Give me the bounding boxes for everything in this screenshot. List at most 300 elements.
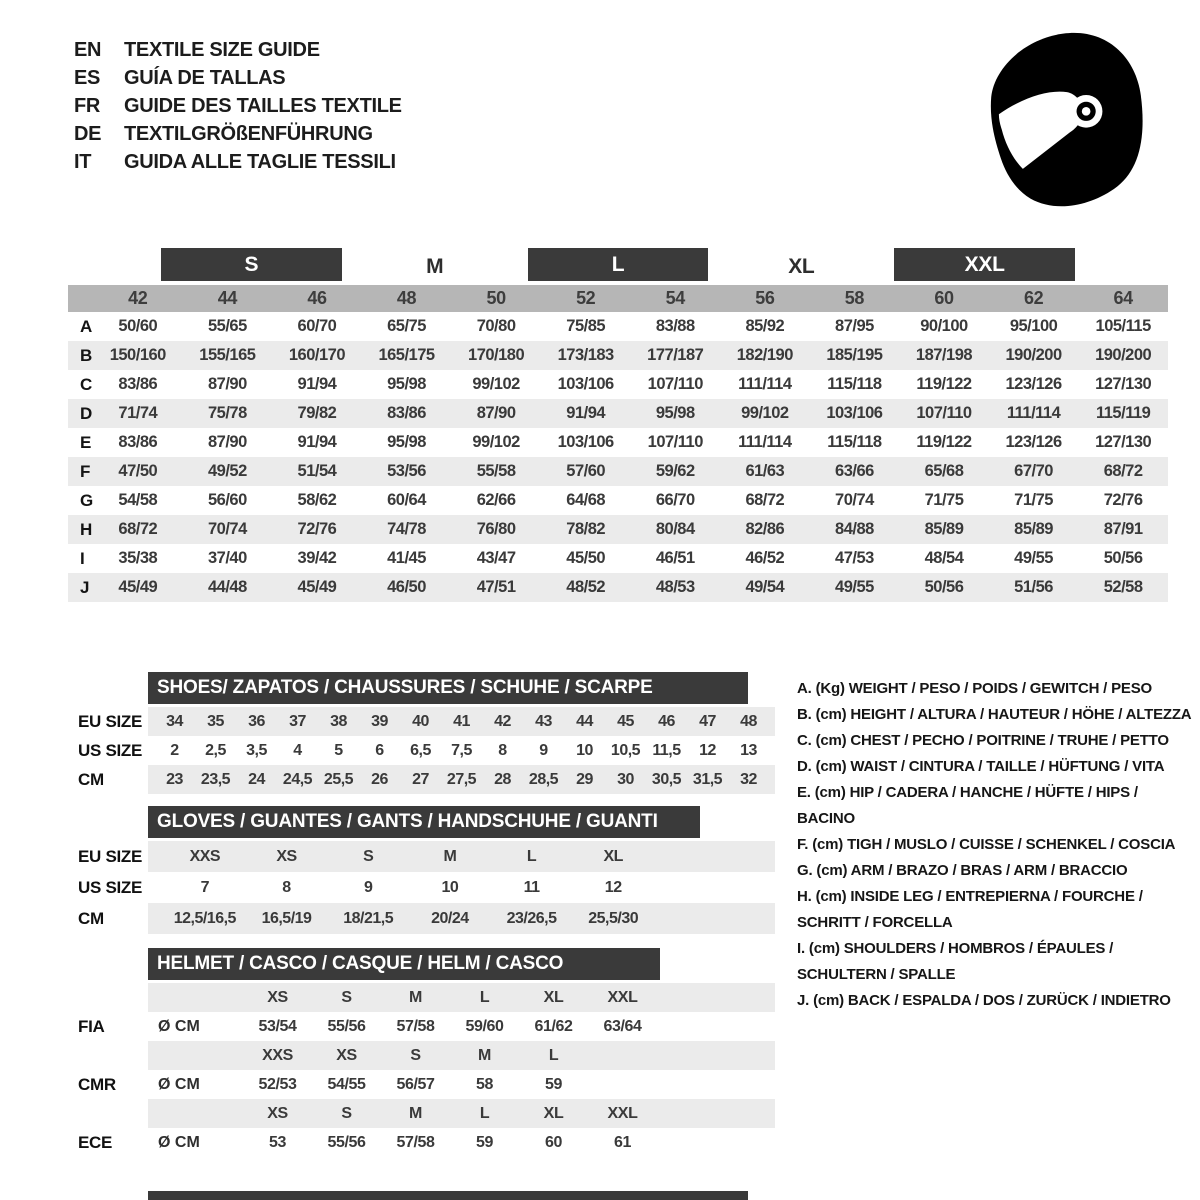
helmet-size: XL (543, 988, 564, 1006)
language-title: TEXTILGRÖßENFÜHRUNG (124, 122, 373, 145)
gloves-band (148, 872, 775, 903)
shoes-value: 27 (412, 770, 429, 788)
measurement-row-d (68, 399, 1168, 428)
shoes-value: 35 (207, 712, 224, 730)
measurement-row-f (68, 457, 1168, 486)
measurement-value: 75/78 (207, 404, 247, 422)
measurement-value: 48/53 (655, 578, 695, 596)
legend-item: I. (cm) SHOULDERS / HOMBROS / ÉPAULES / SCHULTERN / SPALLE (797, 940, 1114, 983)
measurement-value: 78/82 (566, 520, 606, 538)
measurement-value: 182/190 (736, 346, 793, 364)
gloves-value: 8 (282, 878, 291, 896)
legend-item: A. (Kg) WEIGHT / PESO / POIDS / GEWITCH / PESO (797, 680, 1152, 697)
shoes-row-label: EU SIZE (78, 711, 143, 731)
measurement-value: 91/94 (297, 433, 337, 451)
measurement-value: 64/68 (566, 491, 606, 509)
helmet-band (148, 1041, 775, 1070)
numeric-size: 52 (576, 288, 596, 308)
measurement-value: 39/42 (297, 549, 337, 567)
measure-label: Ø CM (158, 1075, 200, 1093)
shoes-value: 6,5 (410, 741, 431, 759)
measurement-value: 80/84 (655, 520, 695, 538)
row-letter: E (80, 432, 92, 452)
group-spacer (1078, 248, 1168, 285)
measurement-value: 57/60 (566, 462, 606, 480)
measurement-value: 119/122 (916, 375, 972, 393)
gloves-value: L (526, 847, 537, 865)
measurement-value: 47/51 (476, 578, 516, 596)
shoes-value: 6 (375, 741, 384, 759)
gloves-value: XXS (189, 847, 221, 865)
measure-label: Ø CM (158, 1017, 200, 1035)
measurement-row-e (68, 428, 1168, 457)
shoes-title: SHOES/ ZAPATOS / CHAUSSURES / SCHUHE / SCARPE (157, 677, 653, 698)
gloves-value: 7 (200, 878, 210, 896)
helmet-size-row-fia (68, 983, 775, 1012)
measurement-value: 46/50 (387, 578, 426, 596)
gloves-value: M (443, 847, 457, 865)
measurement-value: 72/76 (297, 520, 337, 538)
shoes-value: 4 (293, 741, 302, 759)
measurement-value: 54/58 (118, 491, 158, 509)
measurement-value: 82/86 (745, 520, 785, 538)
helmet-size: S (341, 1104, 352, 1122)
helmet-size: XS (336, 1046, 357, 1064)
shoes-value: 31,5 (692, 770, 723, 788)
helmet-value: 52/53 (258, 1075, 297, 1093)
measurement-value: 68/72 (745, 491, 785, 509)
shoes-value: 13 (740, 741, 757, 759)
measurement-value: 52/58 (1103, 578, 1143, 596)
shoes-value: 3,5 (246, 741, 267, 759)
gloves-row (68, 841, 775, 872)
size-group-m: M (426, 254, 444, 278)
measurement-value: 50/56 (924, 578, 964, 596)
measurement-value: 103/106 (557, 433, 614, 451)
measurement-value: 60/70 (297, 317, 337, 335)
measurement-value: 70/74 (835, 491, 874, 509)
size-group-l: L (528, 248, 708, 281)
shoes-value: 2,5 (205, 741, 226, 759)
shoes-value: 36 (248, 712, 265, 730)
measurement-value: 99/102 (472, 375, 520, 393)
shoes-value: 23,5 (200, 770, 231, 788)
row-letter: A (80, 316, 93, 336)
numeric-size: 60 (934, 288, 954, 308)
measurement-value: 115/119 (1095, 404, 1151, 422)
helmet-value: 53 (269, 1133, 286, 1151)
measurement-value: 111/114 (1006, 404, 1061, 422)
measurement-rows (68, 312, 1168, 602)
shoes-value: 48 (740, 712, 757, 730)
gloves-table (68, 806, 775, 934)
helmet-size: XS (267, 988, 288, 1006)
measurement-value: 95/98 (387, 433, 426, 451)
measurement-value: 72/76 (1103, 491, 1143, 509)
measurement-value: 107/110 (647, 433, 703, 451)
shoes-value: 43 (535, 712, 552, 730)
shoes-value: 27,5 (446, 770, 477, 788)
measurement-value: 56/60 (207, 491, 247, 509)
shoes-row-label: CM (78, 769, 104, 789)
measurement-value: 49/52 (207, 462, 247, 480)
numeric-size-band (68, 285, 1168, 312)
measurement-value: 53/56 (387, 462, 426, 480)
measurement-value: 123/126 (1005, 375, 1062, 393)
racing-helmet-graphic (970, 26, 1162, 212)
shoes-value: 5 (334, 741, 343, 759)
measurement-value: 68/72 (1103, 462, 1143, 480)
numeric-size: 64 (1113, 288, 1133, 308)
group-spacer (68, 248, 158, 285)
measurement-value: 83/86 (118, 433, 158, 451)
measurement-value: 58/62 (297, 491, 337, 509)
shoes-table (68, 672, 775, 794)
shoes-value: 8 (498, 741, 507, 759)
measurement-row-a (68, 312, 1168, 341)
size-group-s: S (161, 248, 341, 281)
measurement-value: 87/95 (835, 317, 874, 335)
language-title: GUÍA DE TALLAS (124, 66, 286, 89)
gloves-value: 11 (523, 878, 540, 896)
gloves-value: XS (276, 847, 297, 865)
size-group-xxl: XXL (894, 248, 1074, 281)
helmet-title: HELMET / CASCO / CASQUE / HELM / CASCO (157, 953, 564, 974)
measurement-value: 87/90 (207, 433, 247, 451)
measurement-value: 185/195 (826, 346, 883, 364)
gloves-value: 23/26,5 (506, 909, 557, 927)
helmet-size: XL (543, 1104, 564, 1122)
helmet-standard-label: CMR (78, 1074, 116, 1094)
measurement-row-h (68, 515, 1168, 544)
helmet-value: 55/56 (327, 1017, 366, 1035)
gloves-value: 25,5/30 (588, 909, 639, 927)
measurement-value: 115/118 (827, 433, 882, 451)
gloves-value: 9 (363, 878, 373, 896)
measurement-value: 67/70 (1014, 462, 1053, 480)
helmet-value-row-ece (68, 1128, 775, 1157)
helmet-size: XXS (262, 1046, 293, 1064)
shoes-value: 11,5 (652, 741, 681, 759)
measurement-value: 75/85 (566, 317, 606, 335)
shoes-value: 30 (617, 770, 634, 788)
measurement-value: 91/94 (297, 375, 337, 393)
helmet-columns (148, 1047, 775, 1065)
shoes-value: 34 (166, 712, 183, 730)
shoes-value: 38 (330, 712, 347, 730)
shoes-value: 45 (617, 712, 634, 730)
legend-item: J. (cm) BACK / ESPALDA / DOS / ZURÜCK / INDIETRO (797, 992, 1171, 1009)
helmet-columns (148, 1105, 775, 1123)
shoes-value: 12 (699, 741, 716, 759)
gloves-band (148, 903, 775, 934)
shoes-value: 10,5 (610, 741, 641, 759)
measurement-value: 83/86 (118, 375, 158, 393)
shoes-value: 40 (412, 712, 429, 730)
measurement-value: 76/80 (476, 520, 516, 538)
size-group-xl: XL (788, 254, 815, 278)
gloves-value: 18/21,5 (343, 909, 394, 927)
shoes-value: 26 (371, 770, 388, 788)
helmet-size: L (479, 1104, 490, 1122)
gloves-row (68, 872, 775, 903)
measurement-value: 45/50 (566, 549, 606, 567)
helmet-value: 61 (614, 1133, 631, 1151)
helmet-row-label (68, 1041, 148, 1070)
measurement-value: 99/102 (472, 433, 520, 451)
helmet-size: M (409, 1104, 422, 1122)
racing-helmet-icon (970, 26, 1162, 217)
measurement-value: 55/65 (207, 317, 247, 335)
shoes-value: 23 (166, 770, 183, 788)
language-row (74, 64, 402, 92)
helmet-size: S (341, 988, 352, 1006)
shoes-value: 2 (170, 741, 179, 759)
measurement-value: 87/90 (476, 404, 516, 422)
measurement-value: 127/130 (1095, 375, 1152, 393)
shoes-row-label: US SIZE (78, 740, 143, 760)
helmet-value: 57/58 (396, 1133, 435, 1151)
language-code: DE (74, 122, 102, 145)
measurement-row-j (68, 573, 1168, 602)
helmet-table (68, 948, 775, 1157)
shoes-value: 7,5 (451, 741, 472, 759)
helmet-value: 61/62 (534, 1017, 573, 1035)
measurement-value: 45/49 (118, 578, 158, 596)
helmet-value: 57/58 (396, 1017, 435, 1035)
measurement-value: 74/78 (387, 520, 426, 538)
measurement-value: 68/72 (118, 520, 158, 538)
measurement-value: 87/90 (207, 375, 247, 393)
helmet-columns (148, 1134, 775, 1152)
shoes-value: 24 (248, 770, 265, 788)
row-letter: I (80, 548, 85, 568)
legend-item: G. (cm) ARM / BRAZO / BRAS / ARM / BRACCIO (797, 862, 1128, 879)
helmet-value: 56/57 (396, 1075, 435, 1093)
helmet-value: 54/55 (327, 1075, 366, 1093)
shoes-value: 37 (289, 712, 306, 730)
measurement-value: 165/175 (378, 346, 435, 364)
measurement-value: 107/110 (647, 375, 703, 393)
shoes-value: 29 (576, 770, 593, 788)
helmet-band (148, 983, 775, 1012)
measurement-value: 55/58 (476, 462, 516, 480)
shoes-value: 9 (539, 741, 548, 759)
shoes-value: 46 (658, 712, 675, 730)
legend-item: H. (cm) INSIDE LEG / ENTREPIERNA / FOURCHE / SCHRITT / FORCELLA (797, 888, 1143, 931)
numeric-size: 56 (755, 288, 775, 308)
legend-item: B. (cm) HEIGHT / ALTURA / HAUTEUR / HÖHE / ALTEZZA (797, 706, 1192, 723)
measurement-value: 150/160 (109, 346, 166, 364)
shoes-value: 41 (453, 712, 470, 730)
measurement-value: 103/106 (826, 404, 883, 422)
helmet-size: S (410, 1046, 421, 1064)
measurement-value: 41/45 (387, 549, 426, 567)
gloves-value: S (363, 847, 374, 865)
shoes-value: 47 (699, 712, 716, 730)
shoes-columns (148, 742, 775, 760)
helmet-value-row-cmr (68, 1070, 775, 1099)
legend-item: D. (cm) WAIST / CINTURA / TAILLE / HÜFTUNG / VITA (797, 758, 1165, 775)
shoes-value: 28 (494, 770, 511, 788)
row-letter: H (80, 519, 93, 539)
helmet-band (148, 1099, 775, 1128)
numeric-size: 62 (1023, 288, 1044, 308)
helmet-columns (148, 1076, 775, 1094)
row-letter: J (80, 577, 90, 597)
measurement-row-g (68, 486, 1168, 515)
measurement-value: 107/110 (916, 404, 972, 422)
gloves-value: 10 (441, 878, 459, 896)
helmet-standard-label: FIA (78, 1016, 105, 1036)
language-code: EN (74, 38, 102, 61)
measurement-value: 95/100 (1009, 317, 1058, 335)
shoes-row (68, 707, 775, 736)
helmet-size-row-ece (68, 1099, 775, 1128)
measurement-value: 65/68 (924, 462, 964, 480)
helmet-size: M (409, 988, 422, 1006)
measurement-value: 65/75 (387, 317, 426, 335)
measurement-value: 51/56 (1014, 578, 1053, 596)
measurement-legend (797, 676, 1199, 1014)
helmet-value: 59 (476, 1133, 493, 1151)
helmet-value: 59/60 (465, 1017, 504, 1035)
measurement-value: 43/47 (476, 549, 516, 567)
legend-item: E. (cm) HIP / CADERA / HANCHE / HÜFTE / HIPS / BACINO (797, 784, 1138, 827)
helmet-row-label (68, 983, 148, 1012)
language-title: GUIDA ALLE TAGLIE TESSILI (124, 150, 396, 173)
helmet-size: XXL (607, 988, 638, 1006)
measurement-value: 155/165 (199, 346, 256, 364)
measurement-value: 187/198 (915, 346, 973, 364)
helmet-value: 53/54 (258, 1017, 297, 1035)
measurement-value: 95/98 (655, 404, 695, 422)
gloves-rows (68, 841, 775, 934)
main-size-table (68, 248, 1168, 602)
row-letter: G (80, 490, 94, 510)
measurement-value: 71/75 (1014, 491, 1053, 509)
helmet-size: L (479, 988, 490, 1006)
helmet-size: M (478, 1046, 491, 1064)
measurement-value: 47/53 (835, 549, 874, 567)
helmet-band (148, 1012, 775, 1041)
helmet-row-label (68, 1099, 148, 1128)
row-letter: D (80, 403, 93, 423)
measurement-value: 35/38 (118, 549, 158, 567)
shoes-columns (148, 771, 775, 789)
measurement-value: 173/183 (557, 346, 614, 364)
gloves-row-label: EU SIZE (78, 846, 143, 866)
gloves-value: XL (603, 847, 623, 865)
measurement-value: 61/63 (745, 462, 785, 480)
gloves-value: 12,5/16,5 (173, 909, 236, 927)
measure-label: Ø CM (158, 1133, 200, 1151)
measurement-value: 50/60 (118, 317, 158, 335)
legend-item: F. (cm) TIGH / MUSLO / CUISSE / SCHENKEL / COSCIA (797, 836, 1176, 853)
row-letter: B (80, 345, 93, 365)
shoes-value: 10 (576, 741, 593, 759)
measurement-value: 160/170 (288, 346, 346, 364)
measurement-value: 71/74 (118, 404, 158, 422)
measurement-value: 48/54 (924, 549, 964, 567)
measurement-value: 84/88 (835, 520, 874, 538)
shoes-section-header (148, 672, 748, 704)
measurement-value: 177/187 (647, 346, 704, 364)
helmet-value: 59 (545, 1075, 562, 1093)
shoes-value: 39 (371, 712, 388, 730)
gloves-row-label: CM (78, 908, 104, 928)
helmet-section-header (148, 948, 660, 980)
cropped-section-bar (148, 1191, 748, 1200)
language-row (74, 36, 402, 64)
helmet-value: 55/56 (327, 1133, 366, 1151)
shoes-value: 25,5 (323, 770, 354, 788)
measurement-value: 90/100 (920, 317, 968, 335)
measurement-value: 103/106 (557, 375, 614, 393)
measurement-value: 37/40 (207, 549, 247, 567)
measurement-value: 83/86 (387, 404, 426, 422)
measurement-value: 60/64 (387, 491, 426, 509)
measurement-value: 190/200 (1005, 346, 1062, 364)
shoes-band (148, 736, 775, 765)
gloves-columns (148, 910, 654, 928)
numeric-size: 58 (844, 288, 865, 308)
numeric-size: 54 (665, 288, 685, 308)
numeric-size: 46 (307, 288, 327, 308)
shoes-row (68, 736, 775, 765)
helmet-size-row-cmr (68, 1041, 775, 1070)
gloves-columns (148, 848, 654, 866)
measurement-value: 115/118 (827, 375, 882, 393)
gloves-columns (148, 879, 654, 897)
language-row (74, 148, 402, 176)
measurement-value: 51/54 (297, 462, 337, 480)
measurement-value: 91/94 (566, 404, 606, 422)
measurement-value: 62/66 (476, 491, 516, 509)
row-letter: F (80, 461, 91, 481)
measurement-value: 111/114 (738, 375, 792, 393)
measurement-value: 83/88 (655, 317, 695, 335)
measurement-value: 99/102 (741, 404, 789, 422)
measurement-value: 70/74 (207, 520, 247, 538)
measurement-value: 48/52 (566, 578, 606, 596)
language-code: ES (74, 66, 101, 89)
gloves-value: 20/24 (431, 909, 469, 927)
helmet-columns (148, 1018, 775, 1036)
helmet-value: 63/64 (603, 1017, 642, 1035)
measurement-value: 123/126 (1005, 433, 1062, 451)
measurement-value: 119/122 (916, 433, 972, 451)
gloves-row-label: US SIZE (78, 877, 143, 897)
shoes-columns (148, 713, 775, 731)
helmet-rows (68, 983, 775, 1157)
numeric-size: 50 (486, 288, 506, 308)
measurement-value: 87/91 (1103, 520, 1143, 538)
measurement-value: 49/54 (745, 578, 785, 596)
shoes-band (148, 765, 775, 794)
gloves-value: 12 (604, 878, 622, 896)
measurement-value: 44/48 (207, 578, 247, 596)
measurement-value: 66/70 (655, 491, 695, 509)
row-letter: C (80, 374, 93, 394)
helmet-band (148, 1070, 775, 1099)
measurement-value: 49/55 (1014, 549, 1053, 567)
shoes-value: 44 (576, 712, 593, 730)
helmet-value-row-fia (68, 1012, 775, 1041)
measurement-value: 45/49 (297, 578, 337, 596)
measurement-value: 170/180 (468, 346, 525, 364)
helmet-columns (148, 989, 775, 1007)
